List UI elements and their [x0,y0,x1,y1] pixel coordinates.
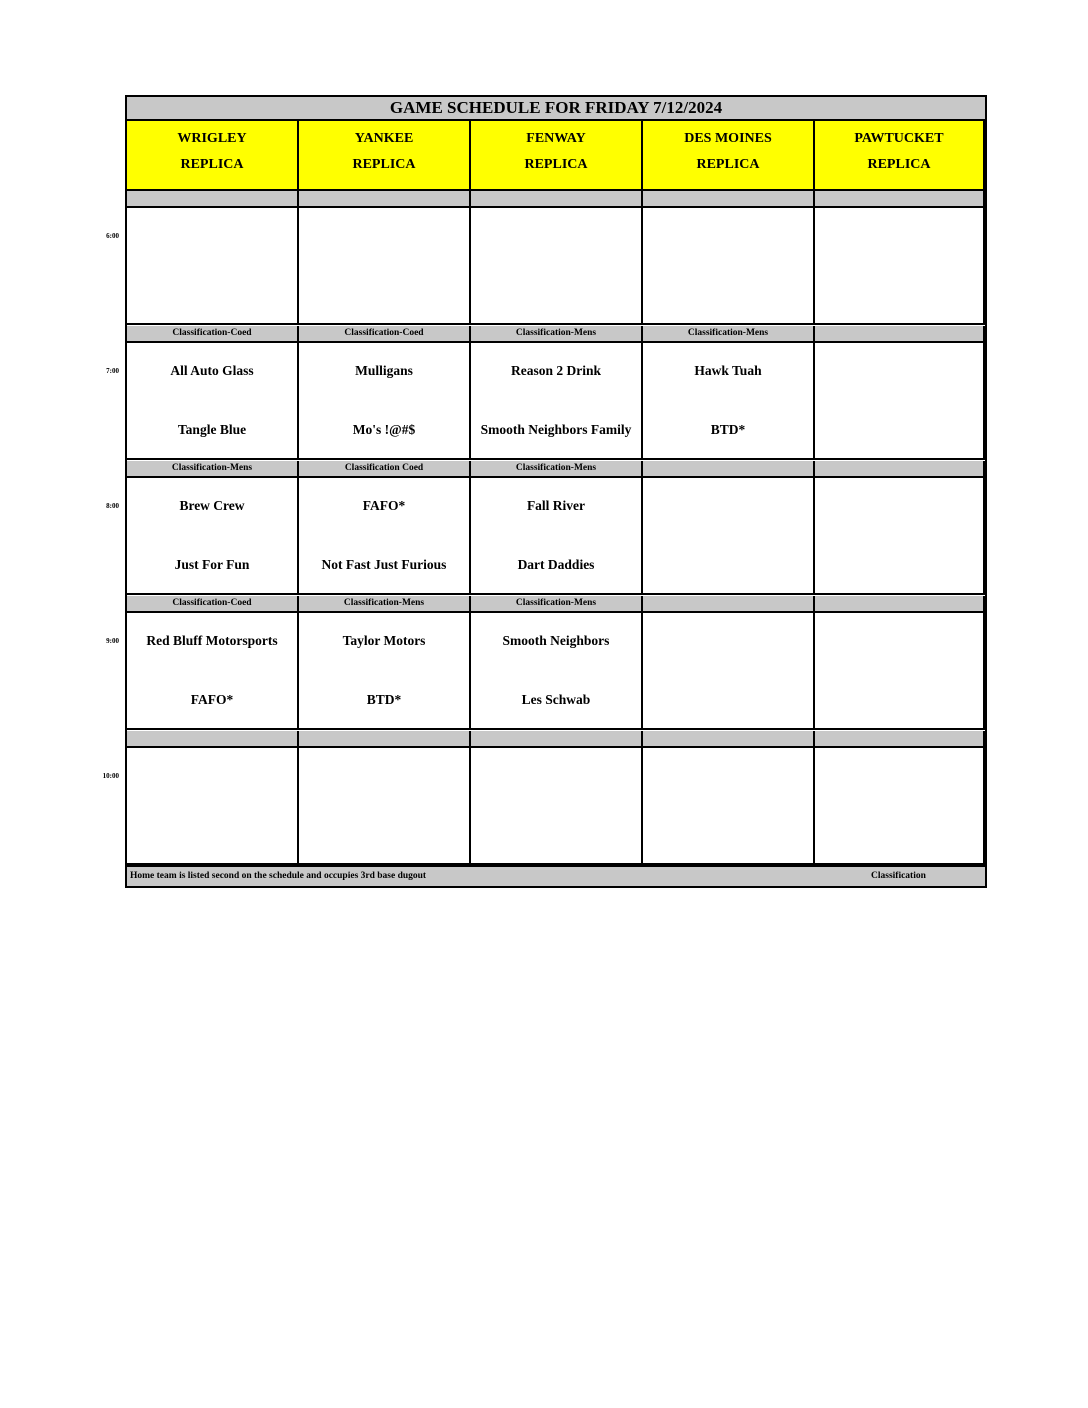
home-team: BTD* [710,422,746,437]
game-cell [471,748,643,865]
game-cell [643,748,815,865]
game-cell [471,208,643,325]
away-team: All Auto Glass [170,363,254,378]
home-team: Tangle Blue [177,422,247,437]
game-cell [815,748,985,865]
time-label: 7:00 [106,367,119,375]
classification-label [127,191,299,208]
game-cell [815,208,985,325]
classification-label: Classification-Coed [127,596,299,613]
time-label: 10:00 [102,772,119,780]
game-cell [643,613,815,730]
classification-label: Classification-Coed [299,326,471,343]
away-team: Taylor Motors [342,633,426,648]
classification-label [815,461,985,478]
schedule-footer [127,865,985,886]
classification-label: Classification-Coed [127,326,299,343]
classification-label [471,731,643,748]
classification-label: Classification-Mens [127,461,299,478]
game-cell [643,208,815,325]
classification-label [299,191,471,208]
time-label: 9:00 [106,637,119,645]
game-cell [815,613,985,730]
classification-label: Classification Coed [299,461,471,478]
game-cell [127,208,299,325]
game-cell [127,343,299,460]
classification-label [299,731,471,748]
classification-label [643,731,815,748]
home-team: Not Fast Just Furious [321,557,447,572]
field-name: DES MOINES [684,131,772,146]
classification-label [127,731,299,748]
classification-label [643,596,815,613]
game-cell [127,613,299,730]
schedule-title: GAME SCHEDULE FOR FRIDAY 7/12/2024 [127,97,985,121]
game-cell [471,343,643,460]
field-subtitle: REPLICA [524,157,588,172]
field-subtitle: REPLICA [352,157,416,172]
schedule-sheet [125,95,987,888]
home-team: Just For Fun [174,557,250,572]
time-label: 6:00 [106,232,119,240]
classification-label: Classification-Mens [471,326,643,343]
field-subtitle: REPLICA [180,157,244,172]
game-cell [299,208,471,325]
game-cell [299,613,471,730]
game-cell [643,343,815,460]
away-team: Hawk Tuah [694,363,762,378]
game-cell [299,748,471,865]
home-team: Les Schwab [521,692,591,707]
game-cell [127,478,299,595]
classification-label [815,596,985,613]
game-cell [471,613,643,730]
field-header-4 [643,121,815,191]
field-header-1 [127,121,299,191]
field-name: WRIGLEY [177,131,247,146]
classification-label [815,326,985,343]
game-cell [471,478,643,595]
game-cell [643,478,815,595]
field-header-2 [299,121,471,191]
classification-label: Classification-Mens [643,326,815,343]
field-header-3 [471,121,643,191]
field-name: PAWTUCKET [854,131,944,146]
home-team: FAFO* [190,692,234,707]
away-team: Smooth Neighbors [502,633,610,648]
classification-label [471,191,643,208]
classification-label [643,461,815,478]
classification-label [815,191,985,208]
game-cell [127,748,299,865]
classification-label: Classification-Mens [471,596,643,613]
game-cell [815,478,985,595]
classification-label: Classification-Mens [299,596,471,613]
game-cell [299,478,471,595]
game-cell [815,343,985,460]
away-team: Mulligans [355,363,413,378]
home-team: BTD* [366,692,402,707]
away-team: FAFO* [362,498,406,513]
home-team: Dart Daddies [517,557,595,572]
time-label: 8:00 [106,502,119,510]
field-subtitle: REPLICA [867,157,931,172]
classification-label [815,731,985,748]
field-name: YANKEE [354,131,414,146]
field-subtitle: REPLICA [696,157,760,172]
away-team: Fall River [526,498,586,513]
field-header-5 [815,121,985,191]
away-team: Reason 2 Drink [510,363,601,378]
away-team: Brew Crew [179,498,245,513]
classification-label [643,191,815,208]
away-team: Red Bluff Motorsports [146,633,278,648]
classification-legend: Classification [871,871,926,881]
field-name: FENWAY [526,131,586,146]
home-team: Mo's !@#$ [352,422,416,437]
game-cell [299,343,471,460]
classification-label: Classification-Mens [471,461,643,478]
home-team: Smooth Neighbors Family [480,422,632,437]
home-team-note: Home team is listed second on the schedule and occupies 3rd base dugout [130,871,427,881]
